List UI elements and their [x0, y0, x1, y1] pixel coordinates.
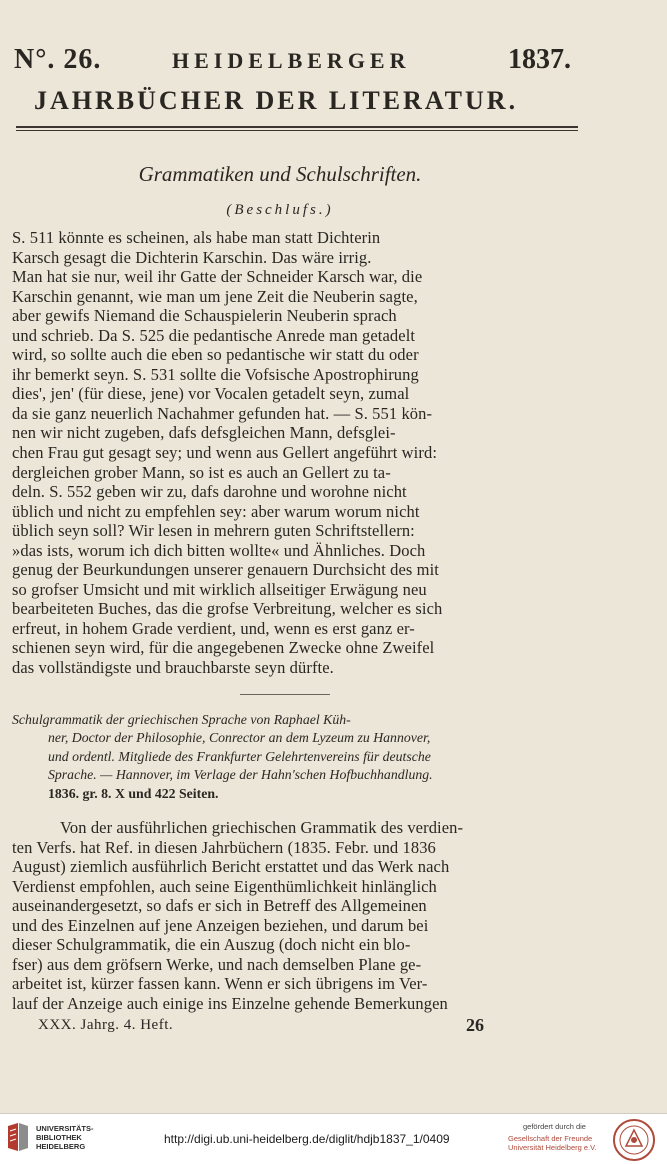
text-line: wird, so sollte auch die eben so pedantische wir statt du oder	[12, 345, 419, 365]
bib-line: 1836. gr. 8. X und 422 Seiten.	[48, 785, 219, 801]
text-line: da sie ganz neuerlich Nachahmer gefunden hat. — S. 551 kön-	[12, 403, 433, 423]
text-line: bearbeiteten Buches, das die grofse Verbreitung, welcher es sich	[12, 599, 443, 619]
text-line: dergleichen grober Mann, so ist es auch an Gellert zu ta-	[12, 462, 391, 482]
text-line: chen Frau gut gesagt sey; und wenn aus Gellert angeführt wird:	[12, 443, 437, 463]
paragraph-2	[12, 818, 572, 1013]
text-line: schienen seyn wird, für die angegebenen Zwecke ohne Zweifel	[12, 638, 435, 658]
text-line: erfreut, in hohem Grade verdient, und, wenn es erst ganz er-	[12, 618, 415, 638]
text-line: Man hat sie nur, weil ihr Gatte der Schneider Karsch war, die	[12, 267, 423, 287]
text-line: das vollständigste und brauchbarste seyn dürfte.	[12, 658, 334, 678]
bib-line: und ordentl. Mitgliede des Frankfurter Gelehrtenvereins für deutsche	[48, 748, 431, 764]
sponsor-name: Gesellschaft der Freunde Universität Heidelberg e.V.	[508, 1134, 597, 1152]
issue-number: N°. 26.	[14, 44, 102, 75]
text-line: fser) aus dem gröfsern Werke, und nach demselben Plane ge-	[12, 954, 422, 974]
text-line: so grofser Umsicht und mit wirklich allseitiger Erwägung neu	[12, 579, 427, 599]
section-separator	[240, 694, 330, 695]
text-line: Verdienst empfohlen, auch seine Eigenthümlichkeit hinlänglich	[12, 876, 437, 896]
text-line: S. 511 könnte es scheinen, als habe man statt Dichterin	[12, 228, 381, 247]
text-line: Karsch gesagt die Dichterin Karschin. Das wäre irrig.	[12, 247, 372, 267]
text-line: aber gewifs Niemand die Schauspielerin Neuberin sprach	[12, 306, 397, 326]
text-line: arbeitet ist, kürzer fassen kann. Wenn er sich übrigens im Ver-	[12, 974, 428, 994]
society-seal-icon	[612, 1118, 656, 1162]
text-line: Von der ausführlichen griechischen Grammatik des verdien-	[60, 818, 464, 837]
viewer-footer-bar	[0, 1113, 667, 1164]
journal-subtitle: JAHRBÜCHER DER LITERATUR.	[34, 86, 519, 115]
bib-line: ner, Doctor der Philosophie, Conrector an dem Lyzeum zu Hannover,	[48, 730, 431, 746]
library-name: UNIVERSITÄTS- BIBLIOTHEK HEIDELBERG	[36, 1124, 94, 1151]
text-line: üblich seyn soll? Wir lesen in mehrern guten Schriftstellern:	[12, 521, 415, 541]
text-line: auseinandergesetzt, so dafs er sich in Betreff des Allgemeinen	[12, 896, 427, 916]
header-rule-thick	[16, 126, 578, 128]
text-line: üblich und nicht zu empfehlen sey: aber warum worum nicht	[12, 501, 420, 521]
sponsor-label: gefördert durch die	[523, 1122, 586, 1131]
journal-name: HEIDELBERGER	[172, 48, 411, 73]
text-line: ten Verfs. hat Ref. in diesen Jahrbüchern (1835. Febr. und 1836	[12, 837, 436, 857]
section-subtitle: (Beschlufs.)	[226, 202, 334, 218]
year: 1837.	[508, 44, 571, 75]
text-line: nen wir nicht zugeben, dafs defsgleichen Mann, defsglei-	[12, 423, 396, 443]
text-line: lauf der Anzeige auch einige ins Einzelne gehende Bemerkungen	[12, 993, 448, 1013]
text-line: dies', jen' (für diese, jene) vor Vocalen getadelt seyn, zumal	[12, 384, 410, 404]
text-line: ihr bemerkt seyn. S. 531 sollte die Vofsische Apostrophirung	[12, 364, 419, 384]
volume-info: XXX. Jahrg. 4. Heft.	[38, 1017, 174, 1033]
bibliographic-entry	[12, 711, 572, 803]
text-line: Karschin genannt, wie man um jene Zeit die Neuberin sagte,	[12, 286, 418, 306]
header-rule-thin	[16, 130, 578, 131]
text-line: und schrieb. Da S. 525 die pedantische Anrede man getadelt	[12, 325, 416, 345]
signature-mark: 26	[466, 1015, 484, 1035]
text-line: August) ziemlich ausführlich Bericht erstattet und das Werk nach	[12, 857, 450, 877]
university-library-logo-icon	[6, 1122, 30, 1152]
text-line: dieser Schulgrammatik, die ein Auszug (doch nicht ein blo-	[12, 935, 411, 955]
bib-line: Schulgrammatik der griechischen Sprache von Raphael Küh-	[12, 712, 351, 727]
text-line: deln. S. 552 geben wir zu, dafs darohne und worohne nicht	[12, 482, 407, 502]
text-line: und des Einzelnen auf jene Anzeigen beziehen, und darum bei	[12, 915, 429, 935]
permalink-url[interactable]: http://digi.ub.uni-heidelberg.de/diglit/hdjb1837_1/0409	[164, 1132, 450, 1146]
page-footer	[0, 1015, 667, 1039]
text-line: genug der Beurkundungen unserer genauern Durchsicht des mit	[12, 560, 439, 580]
bib-line: Sprache. — Hannover, im Verlage der Hahn'schen Hofbuchhandlung.	[48, 767, 433, 783]
paragraph-1	[12, 228, 572, 678]
running-header	[0, 44, 667, 78]
text-line: »das ists, worum ich dich bitten wollte« und Ähnliches. Doch	[12, 540, 426, 560]
section-title: Grammatiken und Schulschriften.	[138, 162, 422, 186]
